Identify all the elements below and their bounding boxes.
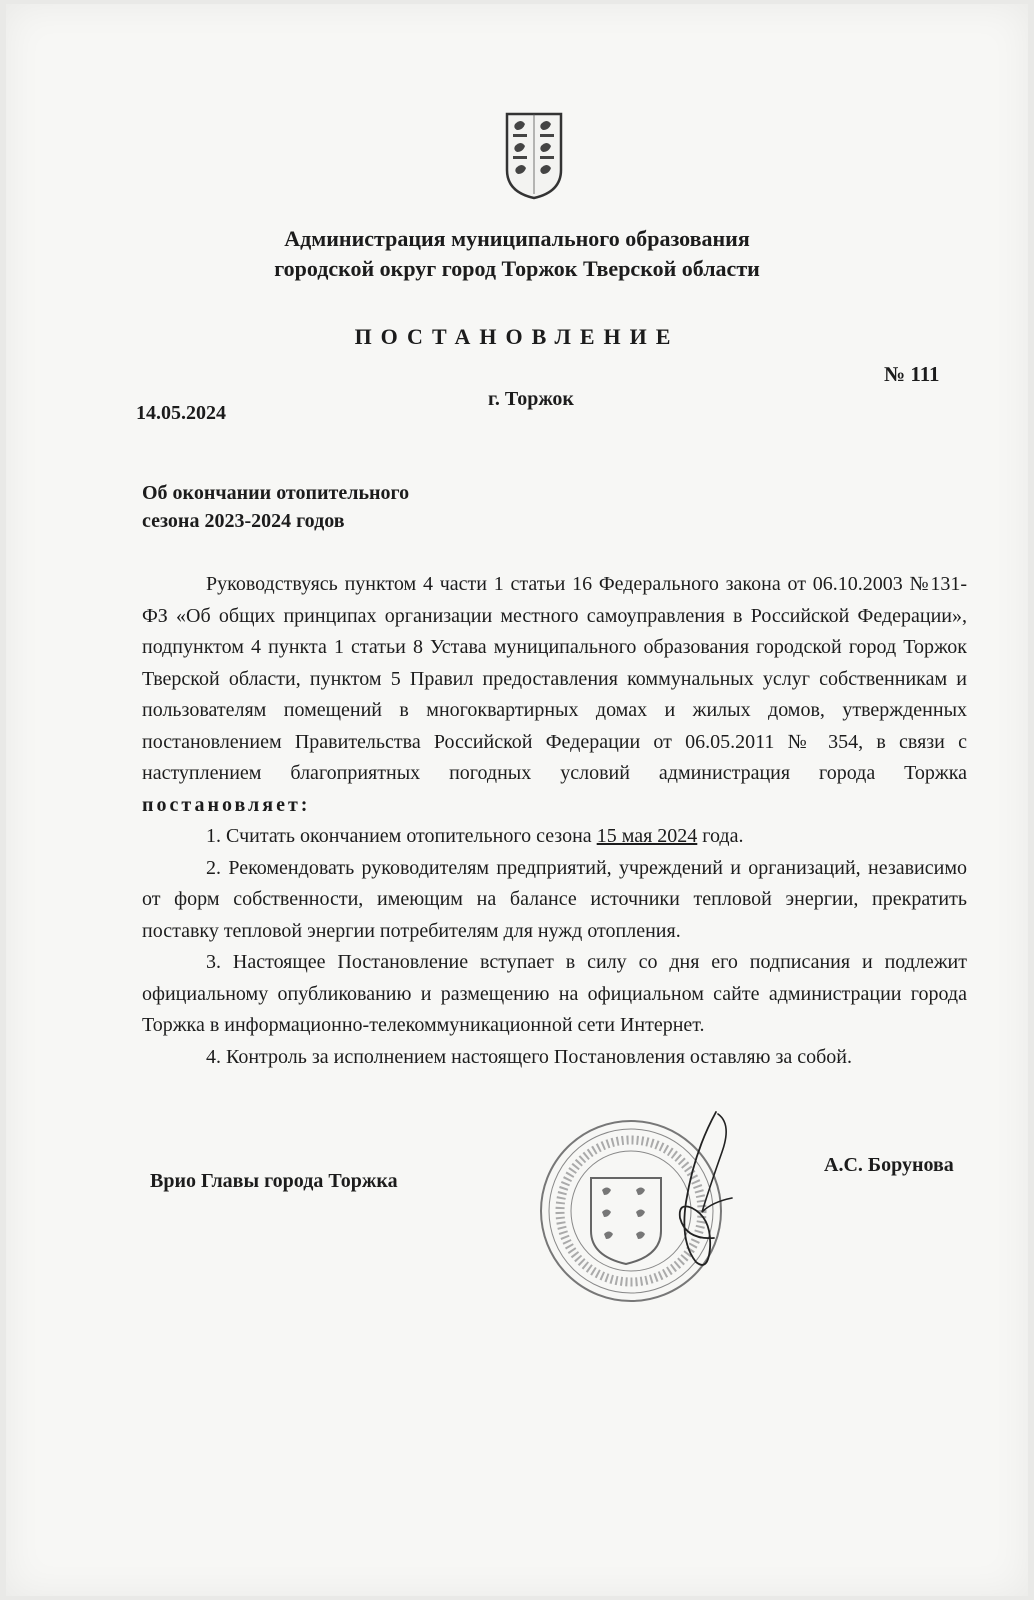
document-number: № 111	[884, 362, 940, 386]
item-1-text-post: года.	[702, 825, 744, 847]
item-4: 4. Контроль за исполнением настоящего Постановления оставляю за собой.	[206, 1045, 852, 1068]
coat-of-arms-icon	[503, 110, 565, 200]
document-type-title: ПОСТАНОВЛЕНИЕ	[354, 324, 680, 349]
preamble-verb: постановляет:	[142, 793, 311, 816]
subject-line2: сезона 2023-2024 годов	[142, 510, 345, 532]
org-name-line1: Администрация муниципального образования	[284, 226, 750, 251]
item-1-text-pre: 1. Считать окончанием отопительного сезона	[206, 825, 592, 847]
item-1-date: 15 мая 2024	[596, 825, 698, 847]
document-body	[142, 569, 967, 1073]
signatory-name: А.С. Борунова	[824, 1154, 954, 1176]
handwritten-signature-icon	[646, 1104, 756, 1284]
org-name-line2: городской округ город Торжок Тверской области	[274, 256, 760, 281]
subject-line1: Об окончании отопительного	[142, 482, 410, 504]
item-3: 3. Настоящее Постановление вступает в силу со дня его подписания и подлежит официальному опубликованию и размещению на официальном сайте администрации города Торжка в информационно-телекоммуникационной сети Интернет.	[142, 951, 967, 1036]
item-2: 2. Рекомендовать руководителям предприятий, учреждений и организаций, независимо от форм собственности, имеющим на балансе источники тепловой энергии, прекратить поставку тепловой энергии потребителям для нужд отопления.	[142, 856, 967, 942]
signatory-position: Врио Главы города Торжка	[150, 1170, 398, 1192]
preamble-paragraph	[142, 569, 967, 821]
item-1	[142, 821, 967, 853]
document-date: 14.05.2024	[136, 402, 226, 424]
document-page	[6, 4, 1028, 1596]
document-city: г. Торжок	[488, 388, 574, 410]
preamble-text: Руководствуясь пунктом 4 части 1 статьи 16 Федерального закона от 06.10.2003 №131-ФЗ «Об общих принципах организации местного самоуправления в Российской Федерации», подпунктом 4 пункта 1 статьи 8 Устава муниципального образования городской город Торжок Тверской области, пунктом 5 Правил предоставления коммунальных услуг собственникам и пользователям помещений в многоквартирных домах и жилых домов, утвержденных постановлением Правительства Российской Федерации от 06.05.2011 № 354, в связи с наступлением благоприятных погодных условий администрация города Торжка	[142, 573, 967, 784]
